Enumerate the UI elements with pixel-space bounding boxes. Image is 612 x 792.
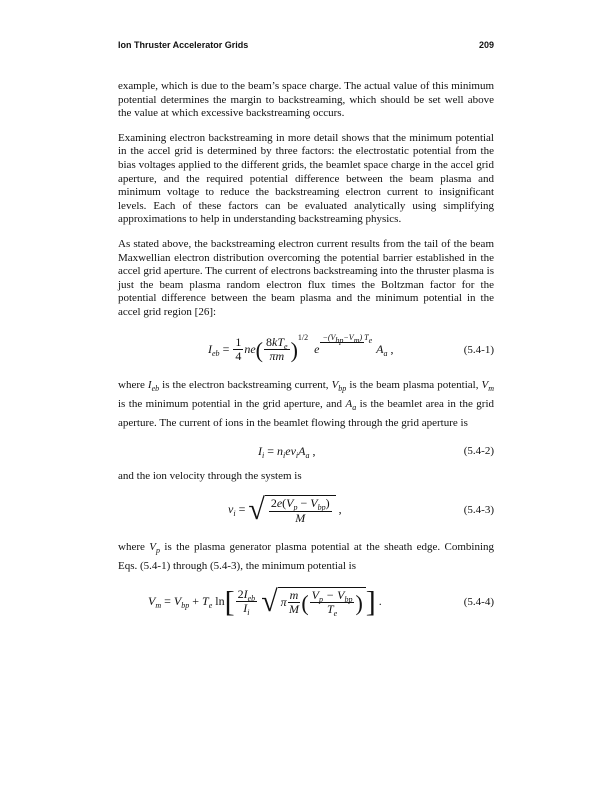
equation-5-4-1: $I_{eb}$ = $\frac{1}{4}$ ne( $\frac{8kT_e}{\pi m}$ )1/2 $e-(V_{bp}-V_m)$ $T_e$ $A_a$ , (5.4-1) [208, 333, 494, 364]
paragraph-4: where $I_{eb}$ is the electron backstreaming current, $V_{bp}$ is the beam plasma potential, $V_m$ is the minimum potential in the grid aperture, and $A_a$ is the beamlet area in the grid aperture. The current of ions in the beamlet flowing through the grid aperture is [118, 379, 494, 430]
paragraph-6: where $V_p$ is the plasma generator plasma potential at the sheath edge. Combining Eqs. (5.4-1) through (5.4-3), the minimum potential is [118, 540, 495, 572]
equation-number: (5.4-2) [463, 445, 494, 458]
equation-5-4-2: $I_i = n_iev_iA_a$ , (5.4-2) [258, 444, 494, 461]
running-header [118, 40, 494, 50]
equation-number: (5.4-1) [463, 343, 494, 356]
equation-5-4-3: $v_i$ = √ $\frac{2e(V_p - V_{bp})}{M}$ , (5.4-3) [228, 493, 494, 527]
equation-number: (5.4-3) [463, 504, 494, 517]
equation-number: (5.4-4) [463, 595, 494, 608]
running-header-title: Ion Thruster Accelerator Grids [118, 40, 249, 50]
page-number: 209 [478, 40, 494, 50]
equation-5-4-4: $V_m = V_{bp} + T_e$ ln[ $\frac{2I_{eb}}{I_i}$ √ π $\frac{m}{M}$ ( $\frac{V_p - V_{bp}}{T_e}$ ) ] . (5.4-4) [148, 584, 494, 619]
paragraph-2: Examining electron backstreaming in more detail shows that the minimum potential in the accel grid is determined by three factors: the electrostatic potential from the bias voltages applied to the different grids, the beamlet space charge in the accel grid aperture, and the required potential difference between the beam plasma and minimum voltage to reduce the backstreaming electron current to insignificant levels. Each of these factors can be evaluated analytically using simplifying approximations to help in understanding backstreaming physics. [118, 131, 494, 226]
paragraph-3: As stated above, the backstreaming electron current results from the tail of the beam Maxwellian electron distribution overcoming the potential barrier established in the accel grid aperture. The current of electrons backstreaming into the thruster plasma is just the beam plasma random electron flux times the Boltzman factor for the potential difference between the beam plasma and the minimum potential in the accel grid region [26]: [118, 237, 494, 318]
paragraph-5: and the ion velocity through the system is [118, 470, 302, 483]
paragraph-1: example, which is due to the beam’s space charge. The actual value of this minimum potential determines the margin to backstreaming, which should be set well above the value at which excessive backstreaming occurs. [118, 80, 494, 120]
